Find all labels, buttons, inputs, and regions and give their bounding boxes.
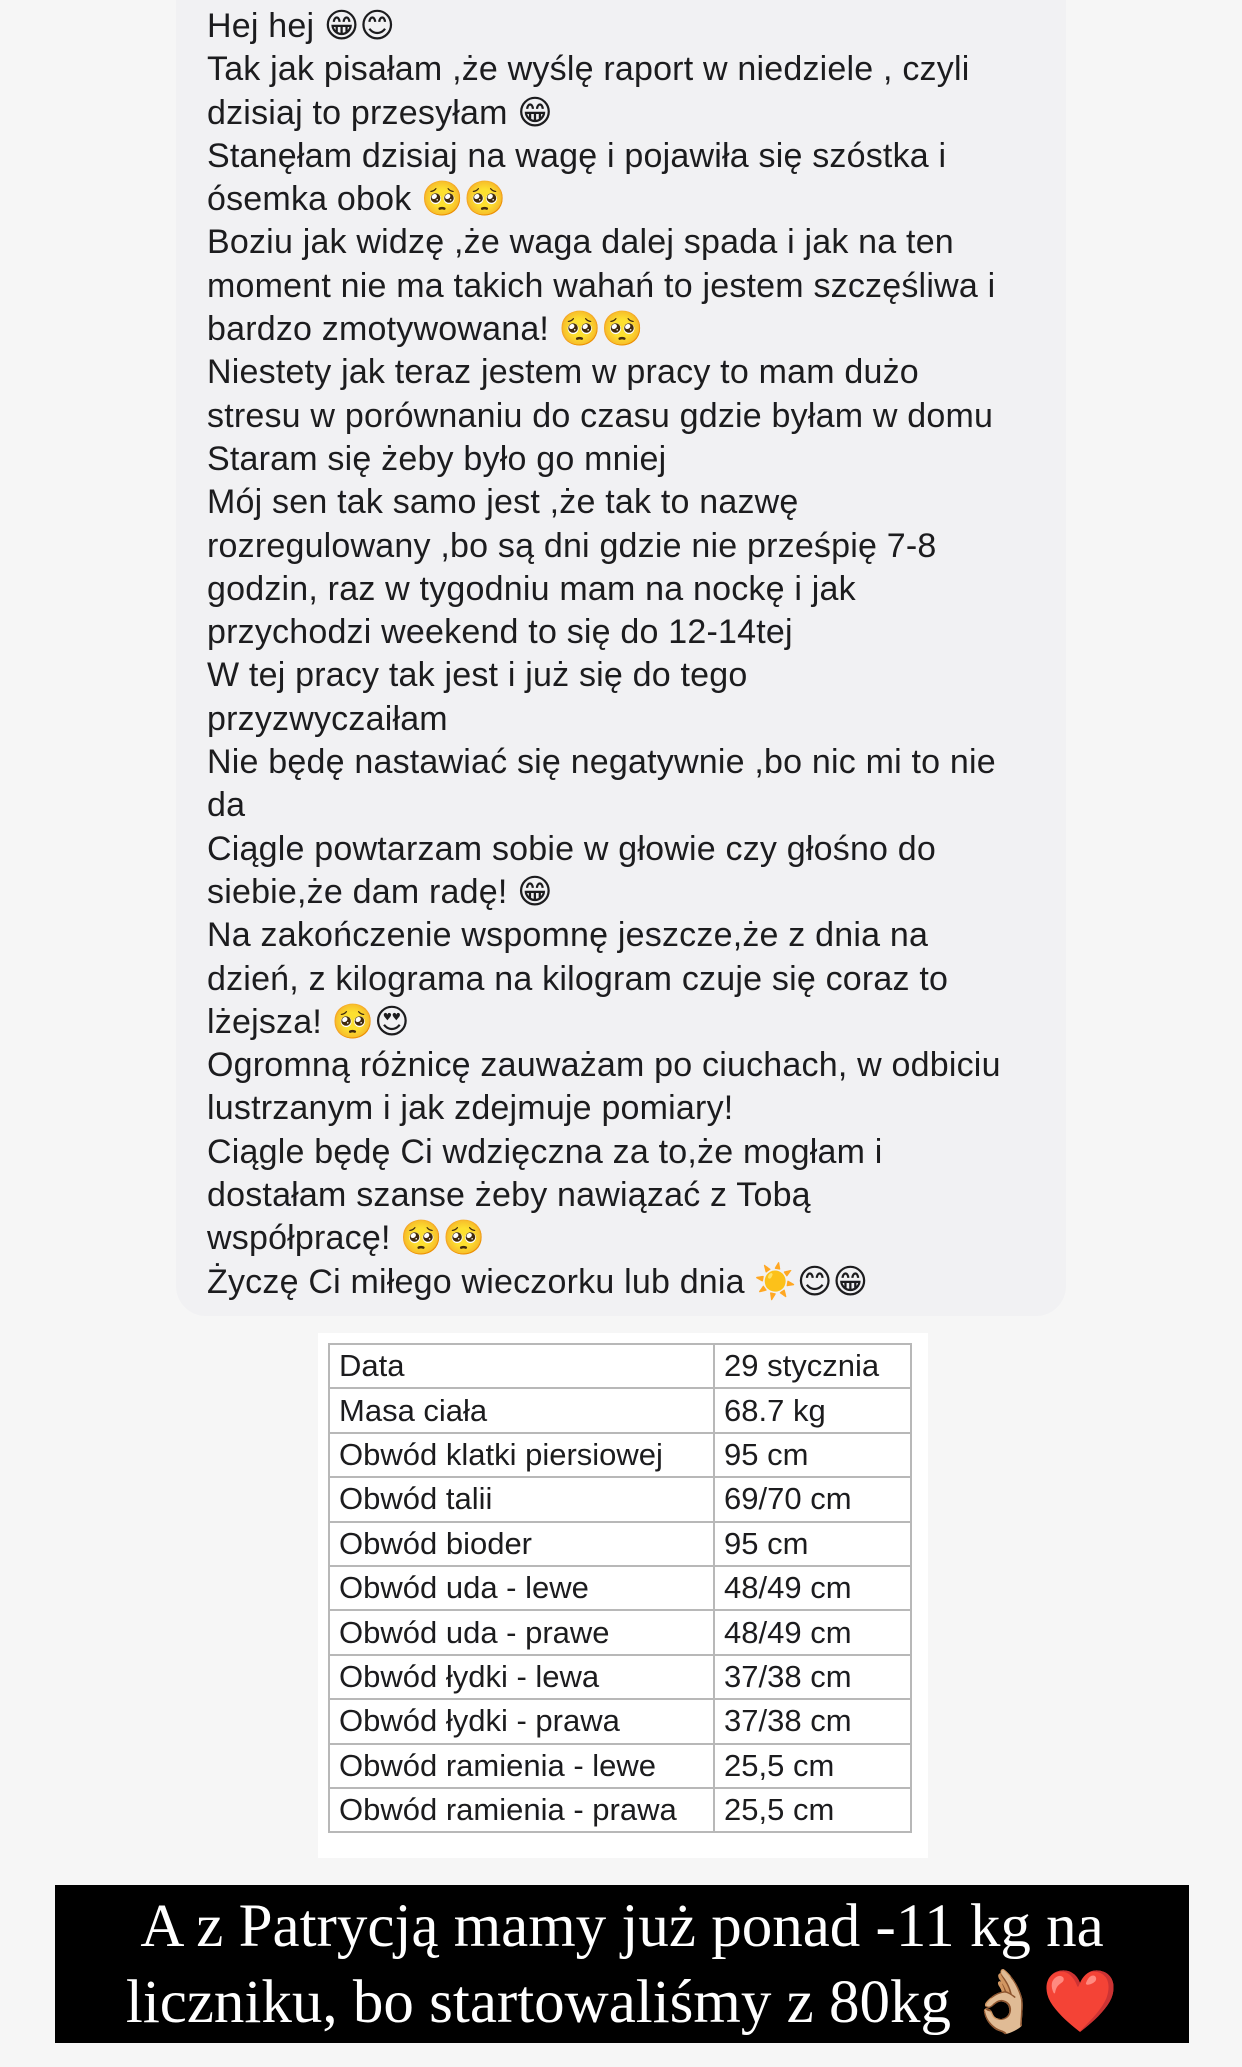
message-line: dzień, z kilograma na kilogram czuje się coraz to [207,959,949,998]
table-row [329,1655,911,1699]
message-line: przychodzi weekend to się do 12-14tej [207,613,793,652]
message-line: rozregulowany ,bo są dni gdzie nie prześpię 7-8 [207,526,937,565]
caption-banner [55,1885,1189,2043]
measurement-value: 68.7 kg [714,1388,911,1432]
table-row [329,1477,911,1521]
measurement-label: Obwód ramienia - prawa [329,1788,714,1832]
measurement-value: 29 stycznia [714,1344,911,1388]
message-line: siebie,że dam radę! 😁 [207,872,553,911]
measurement-value: 25,5 cm [714,1788,911,1832]
measurement-label: Obwód klatki piersiowej [329,1433,714,1477]
table-row [329,1388,911,1432]
caption-line-2: liczniku, bo startowaliśmy z 80kg 👌🏼❤️ [125,1969,1119,2036]
message-line: Ciągle powtarzam sobie w głowie czy głośno do [207,829,937,868]
message-line: stresu w porównaniu do czasu gdzie byłam w domu [207,396,994,435]
table-row [329,1699,911,1743]
message-line: Ciągle będę Ci wdzięczna za to,że mogłam i [207,1132,883,1171]
measurement-label: Obwód ramienia - lewe [329,1744,714,1788]
message-line: Ogromną różnicę zauważam po ciuchach, w odbiciu [207,1046,1001,1085]
message-line: lżejsza! 🥺😍 [207,1002,410,1041]
measurement-value: 37/38 cm [714,1699,911,1743]
measurement-value: 37/38 cm [714,1655,911,1699]
message-line: Nie będę nastawiać się negatywnie ,bo nic mi to nie [207,743,996,782]
measurement-value: 95 cm [714,1522,911,1566]
message-line: bardzo zmotywowana! 🥺🥺 [207,310,644,349]
measurements-card [318,1333,928,1858]
measurement-value: 25,5 cm [714,1744,911,1788]
message-line: Tak jak pisałam ,że wyślę raport w niedziele , czyli [207,50,970,89]
measurements-table [328,1343,912,1833]
table-row [329,1788,911,1832]
measurement-label: Masa ciała [329,1388,714,1432]
message-line: Hej hej 😁😊 [207,7,396,45]
message-line: Boziu jak widzę ,że waga dalej spada i jak na ten [207,223,954,262]
measurement-label: Obwód uda - lewe [329,1566,714,1610]
message-line: Staram się żeby było go mniej [207,439,667,478]
message-line: dzisiaj to przesyłam 😁 [207,93,553,132]
table-row [329,1433,911,1477]
message-line: Niestety jak teraz jestem w pracy to mam dużo [207,353,919,392]
message-line: współpracę! 🥺🥺 [207,1219,486,1258]
message-line: dostałam szanse żeby nawiązać z Tobą [207,1176,811,1215]
measurement-value: 95 cm [714,1433,911,1477]
measurement-label: Obwód łydki - lewa [329,1655,714,1699]
message-line: przyzwyczaiłam [207,699,448,738]
table-row [329,1344,911,1388]
message-line: W tej pracy tak jest i już się do tego [207,656,748,695]
caption-line-1: A z Patrycją mamy już ponad -11 kg na [140,1893,1104,1960]
table-row [329,1522,911,1566]
measurement-label: Obwód łydki - prawa [329,1699,714,1743]
measurement-label: Obwód talii [329,1477,714,1521]
table-row [329,1744,911,1788]
measurement-label: Obwód bioder [329,1522,714,1566]
measurement-label: Obwód uda - prawe [329,1610,714,1654]
measurement-value: 69/70 cm [714,1477,911,1521]
message-text [207,5,1057,1304]
message-line: Życzę Ci miłego wieczorku lub dnia ☀️😊😁 [207,1262,869,1301]
message-line: Na zakończenie wspomnę jeszcze,że z dnia na [207,916,929,955]
measurement-value: 48/49 cm [714,1566,911,1610]
table-row [329,1566,911,1610]
message-line: godzin, raz w tygodniu mam na nockę i jak [207,569,856,608]
table-row [329,1610,911,1654]
measurement-label: Data [329,1344,714,1388]
message-line: ósemka obok 🥺🥺 [207,180,507,219]
message-line: Stanęłam dzisiaj na wagę i pojawiła się szóstka i [207,136,947,175]
message-line: Mój sen tak samo jest ,że tak to nazwę [207,483,799,522]
measurement-value: 48/49 cm [714,1610,911,1654]
message-line: da [207,786,246,825]
message-line: moment nie ma takich wahań to jestem szczęśliwa i [207,266,996,305]
message-line: lustrzanym i jak zdejmuje pomiary! [207,1089,734,1128]
